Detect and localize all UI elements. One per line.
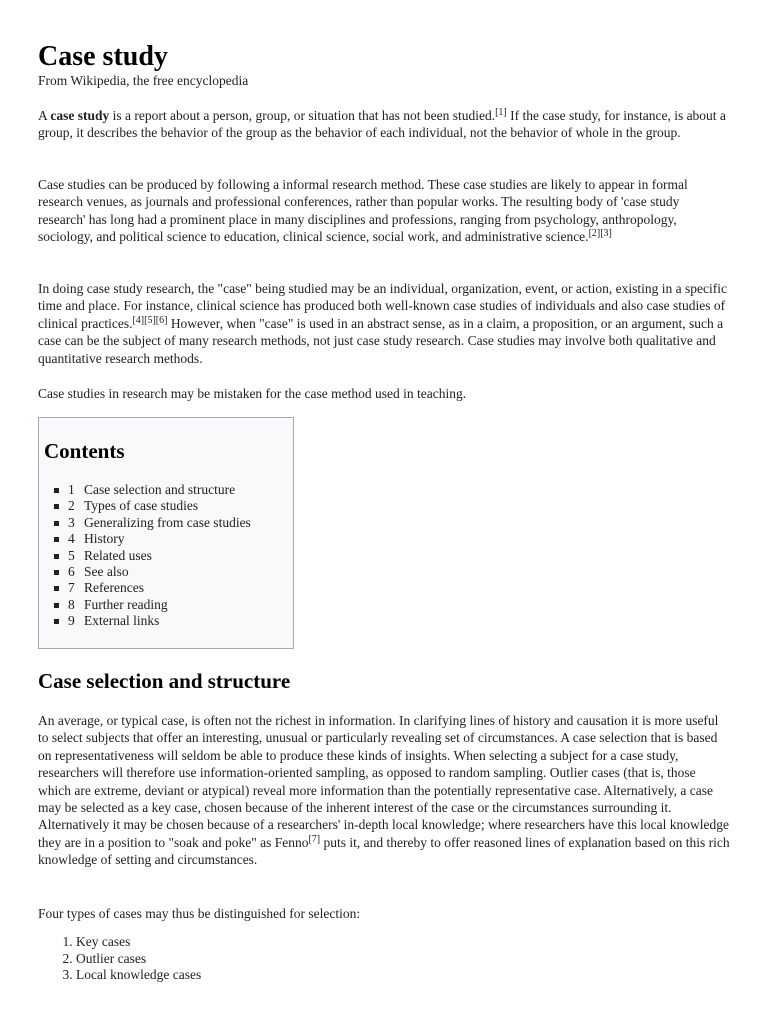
intro-paragraph-3: In doing case study research, the "case" being studied may be an individual, organization, event, or action, existing in a specific time and place. For instance, clinical science has produced both well-known case studies of individuals and also case studies of clinical practices.[4][5][6] However, when "case" is used in an abstract sense, as in a claim, a proposition, or an argument, such a case can be the subject of many research methods, not just case study research. Case studies may involve both qualitative and quantitative research methods. [38,281,727,366]
intro-paragraph-1: A case study is a report about a person, group, or situation that has not been studied.[1] If the case study, for instance, is about a group, it describes the behavior of the group as the behavior of each individual, not the behavior of whole in the group. [38,107,726,141]
toc-item[interactable]: 8 Further reading [68,597,251,613]
table-of-contents [38,417,294,649]
list-item: 2. Outlier cases [76,951,201,968]
page-title: Case study [38,41,168,72]
intro-paragraph-2: Case studies can be produced by following a informal research method. These case studies are likely to appear in formal research venues, as journals and professional conferences, rather than popular works. The resulting body of 'case study research' has long had a prominent place in many disciplines and professions, ranging from psychology, anthropology, sociology, and political science to education, clinical science, social work, and administrative science.[2][3] [38,177,688,245]
toc-item[interactable]: 6 See also [68,564,251,580]
list-item: 1. Key cases [76,934,201,951]
list-item: 3. Local knowledge cases [76,967,201,984]
toc-list [68,482,251,630]
toc-item[interactable]: 2 Types of case studies [68,498,251,514]
page-subtitle: From Wikipedia, the free encyclopedia [38,73,249,88]
case-types-list [38,934,201,984]
intro-paragraph-4: Case studies in research may be mistaken for the case method used in teaching. [38,386,467,401]
citation-link[interactable]: [2][3] [588,228,612,240]
citation-link[interactable]: [4][5][6] [132,314,168,326]
toc-item[interactable]: 7 References [68,580,251,596]
section-heading: Case selection and structure [38,669,291,693]
toc-title: Contents [44,439,125,463]
toc-item[interactable]: 5 Related uses [68,548,251,564]
toc-item[interactable]: 1 Case selection and structure [68,482,251,498]
citation-link[interactable]: [1] [495,107,507,118]
section-paragraph-1: An average, or typical case, is often not the richest in information. In clarifying lines of history and causation it is more useful to select subjects that offer an interesting, unusual or particularly revealing set of circumstances. A case selection that is based on representativeness will seldom be able to produce these kinds of insights. When selecting a subject for a case study, researchers will therefore use information-oriented sampling, as opposed to random sampling. Outlier cases (that is, those which are extreme, deviant or atypical) reveal more information than the potentially representative case. Alternatively, a case may be selected as a key case, chosen because of the inherent interest of the case or the circumstances surrounding it. Alternatively it may be chosen because of a researchers' in-depth local knowledge; where researchers have this local knowledge they are in a position to "soak and poke" as Fenno[7] puts it, and thereby to offer reasoned lines of explanation based on this rich knowledge of setting and circumstances. [38,713,730,868]
toc-item[interactable]: 9 External links [68,613,251,629]
section-paragraph-2: Four types of cases may thus be distinguished for selection: [38,906,361,921]
citation-link[interactable]: [7] [308,833,321,845]
toc-item[interactable]: 3 Generalizing from case studies [68,514,251,530]
term-case-study: case study [50,108,110,123]
toc-item[interactable]: 4 History [68,531,251,547]
